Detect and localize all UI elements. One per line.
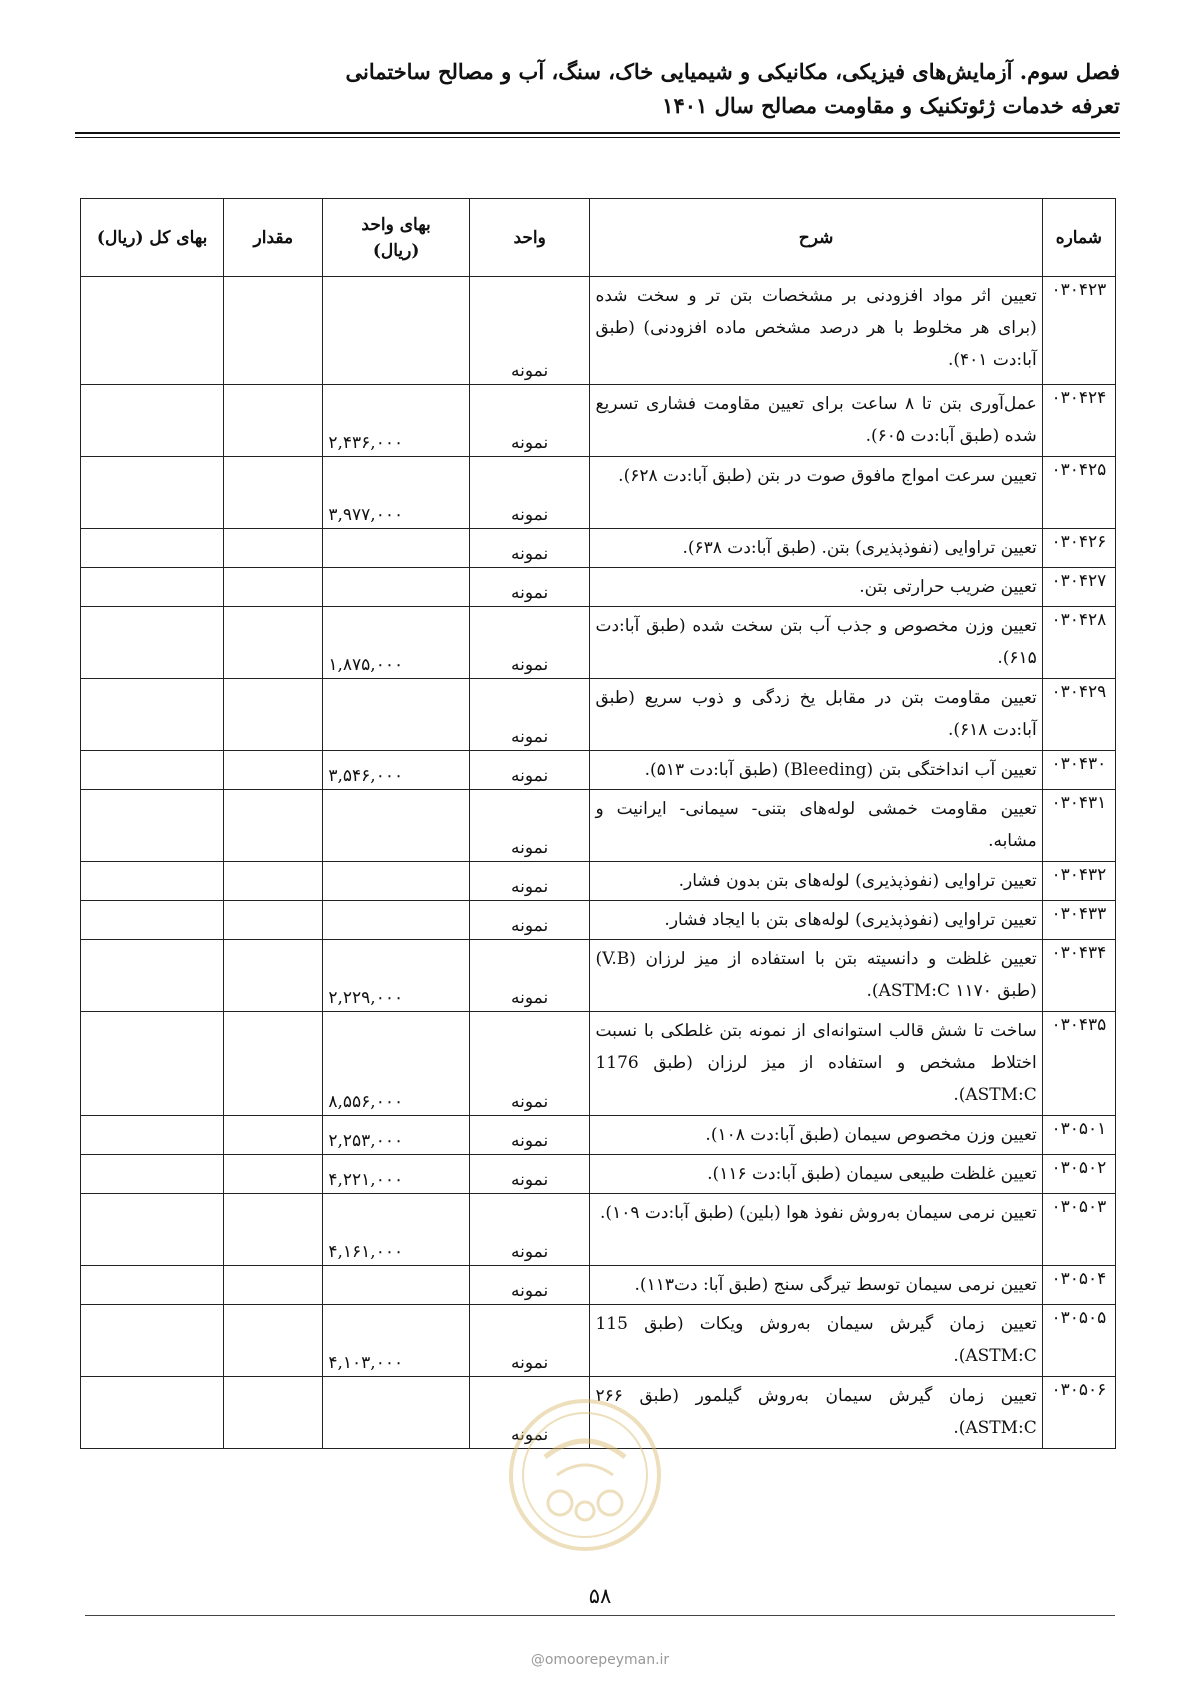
- item-description: تعیین زمان گیرش سیمان به‌روش گیلمور (طبق ۲۶۶ ASTM:C).: [590, 1377, 1042, 1449]
- item-unit: نمونه: [469, 1012, 590, 1116]
- item-unit-price: [323, 790, 469, 862]
- item-quantity: [224, 940, 323, 1012]
- item-unit-price: [323, 862, 469, 901]
- item-code: ۰۳۰۵۰۵: [1042, 1305, 1115, 1377]
- table-row: [81, 1305, 1116, 1377]
- watermark-seal-icon: [505, 1395, 665, 1555]
- item-description: تعیین اثر مواد افزودنی بر مشخصات بتن تر و سخت شده (برای هر مخلوط با هر درصد مشخص ماده افزودنی) (طبق آبا:دت ۴۰۱).: [590, 277, 1042, 385]
- table-row: [81, 862, 1116, 901]
- item-unit: نمونه: [469, 679, 590, 751]
- table-row: [81, 1194, 1116, 1266]
- item-unit: نمونه: [469, 1266, 590, 1305]
- item-quantity: [224, 679, 323, 751]
- item-unit-price: ۴,۲۲۱,۰۰۰: [323, 1155, 469, 1194]
- item-total-price: [81, 1116, 224, 1155]
- item-unit: نمونه: [469, 940, 590, 1012]
- item-unit: نمونه: [469, 457, 590, 529]
- item-description: تعیین غلظت طبیعی سیمان (طبق آبا:دت ۱۱۶).: [590, 1155, 1042, 1194]
- item-unit-price: [323, 1377, 469, 1449]
- item-description: عمل‌آوری بتن تا ۸ ساعت برای تعیین مقاومت فشاری تسریع شده (طبق آبا:دت ۶۰۵).: [590, 385, 1042, 457]
- item-description: تعیین وزن مخصوص سیمان (طبق آبا:دت ۱۰۸).: [590, 1116, 1042, 1155]
- item-total-price: [81, 940, 224, 1012]
- item-code: ۰۳۰۴۲۸: [1042, 607, 1115, 679]
- item-code: ۰۳۰۴۳۳: [1042, 901, 1115, 940]
- item-quantity: [224, 277, 323, 385]
- item-description: تعیین مقاومت بتن در مقابل یخ زدگی و ذوب سریع (طبق آبا:دت ۶۱۸).: [590, 679, 1042, 751]
- item-unit: نمونه: [469, 862, 590, 901]
- item-unit: نمونه: [469, 1377, 590, 1449]
- page-number: ۵۸: [588, 1584, 612, 1608]
- item-total-price: [81, 862, 224, 901]
- table-row: [81, 751, 1116, 790]
- table-row: [81, 607, 1116, 679]
- item-unit-price: ۸,۵۵۶,۰۰۰: [323, 1012, 469, 1116]
- item-total-price: [81, 529, 224, 568]
- item-unit-price: [323, 529, 469, 568]
- item-total-price: [81, 1012, 224, 1116]
- item-unit-price: ۲,۴۳۶,۰۰۰: [323, 385, 469, 457]
- item-total-price: [81, 277, 224, 385]
- item-unit-price: ۴,۱۰۳,۰۰۰: [323, 1305, 469, 1377]
- header-code: شماره: [1042, 199, 1115, 277]
- item-unit: نمونه: [469, 1305, 590, 1377]
- item-unit: نمونه: [469, 790, 590, 862]
- item-quantity: [224, 1012, 323, 1116]
- item-total-price: [81, 457, 224, 529]
- item-description: تعیین نرمی سیمان توسط تیرگی سنج (طبق آبا: دت۱۱۳).: [590, 1266, 1042, 1305]
- item-total-price: [81, 1194, 224, 1266]
- footer-rule: [85, 1615, 1115, 1616]
- header-unit-price-currency: (ریال): [372, 240, 420, 261]
- table-row: [81, 1266, 1116, 1305]
- table-header-row: [81, 199, 1116, 277]
- item-total-price: [81, 607, 224, 679]
- item-description: تعیین نرمی سیمان به‌روش نفوذ هوا (بلین) (طبق آبا:دت ۱۰۹).: [590, 1194, 1042, 1266]
- page-header: [75, 55, 1120, 123]
- item-unit-price: [323, 568, 469, 607]
- table-row: [81, 277, 1116, 385]
- item-quantity: [224, 1266, 323, 1305]
- header-total-price: بهای کل (ریال): [81, 199, 224, 277]
- item-unit-price: [323, 1266, 469, 1305]
- item-unit-price: [323, 901, 469, 940]
- item-quantity: [224, 1377, 323, 1449]
- item-code: ۰۳۰۴۲۵: [1042, 457, 1115, 529]
- item-code: ۰۳۰۴۲۴: [1042, 385, 1115, 457]
- item-description: تعیین وزن مخصوص و جذب آب بتن سخت شده (طبق آبا:دت ۶۱۵).: [590, 607, 1042, 679]
- table-row: [81, 1116, 1116, 1155]
- item-unit-price: ۲,۲۵۳,۰۰۰: [323, 1116, 469, 1155]
- item-code: ۰۳۰۵۰۴: [1042, 1266, 1115, 1305]
- item-description: تعیین تراوایی (نفوذپذیری) لوله‌های بتن بدون فشار.: [590, 862, 1042, 901]
- item-quantity: [224, 568, 323, 607]
- item-description: تعیین تراوایی (نفوذپذیری) لوله‌های بتن با ایجاد فشار.: [590, 901, 1042, 940]
- table-row: [81, 790, 1116, 862]
- item-unit-price: ۱,۸۷۵,۰۰۰: [323, 607, 469, 679]
- item-total-price: [81, 901, 224, 940]
- item-unit: نمونه: [469, 1155, 590, 1194]
- item-code: ۰۳۰۴۳۰: [1042, 751, 1115, 790]
- table-row: [81, 940, 1116, 1012]
- item-total-price: [81, 385, 224, 457]
- item-total-price: [81, 1155, 224, 1194]
- item-quantity: [224, 385, 323, 457]
- item-unit: نمونه: [469, 529, 590, 568]
- table-row: [81, 679, 1116, 751]
- item-unit: نمونه: [469, 1116, 590, 1155]
- item-code: ۰۳۰۵۰۶: [1042, 1377, 1115, 1449]
- item-unit-price: ۳,۹۷۷,۰۰۰: [323, 457, 469, 529]
- header-rule-thin: [75, 137, 1120, 138]
- item-total-price: [81, 751, 224, 790]
- item-unit: نمونه: [469, 385, 590, 457]
- item-quantity: [224, 1305, 323, 1377]
- item-quantity: [224, 529, 323, 568]
- header-unit: واحد: [469, 199, 590, 277]
- tariff-table: [80, 198, 1116, 1449]
- table-row: [81, 1155, 1116, 1194]
- item-quantity: [224, 751, 323, 790]
- item-unit: نمونه: [469, 607, 590, 679]
- item-description: تعیین آب انداختگی بتن (Bleeding) (طبق آبا:دت ۵۱۳).: [590, 751, 1042, 790]
- header-unit-price: [323, 199, 469, 277]
- item-total-price: [81, 568, 224, 607]
- table-row: [81, 568, 1116, 607]
- item-total-price: [81, 1266, 224, 1305]
- item-unit-price: ۲,۲۲۹,۰۰۰: [323, 940, 469, 1012]
- tariff-title: تعرفه خدمات ژئوتکنیک و مقاومت مصالح سال ۱۴۰۱: [662, 93, 1120, 118]
- item-unit: نمونه: [469, 751, 590, 790]
- item-unit: نمونه: [469, 1194, 590, 1266]
- item-code: ۰۳۰۴۳۴: [1042, 940, 1115, 1012]
- item-code: ۰۳۰۴۳۱: [1042, 790, 1115, 862]
- item-code: ۰۳۰۵۰۲: [1042, 1155, 1115, 1194]
- item-description: تعیین سرعت امواج مافوق صوت در بتن (طبق آبا:دت ۶۲۸).: [590, 457, 1042, 529]
- item-unit-price: [323, 277, 469, 385]
- item-description: تعیین زمان گیرش سیمان به‌روش ویکات (طبق 115 ASTM:C).: [590, 1305, 1042, 1377]
- item-quantity: [224, 607, 323, 679]
- table-row: [81, 901, 1116, 940]
- item-quantity: [224, 1116, 323, 1155]
- item-total-price: [81, 1305, 224, 1377]
- header-unit-price-label: بهای واحد: [361, 214, 431, 235]
- item-quantity: [224, 790, 323, 862]
- item-code: ۰۳۰۴۲۶: [1042, 529, 1115, 568]
- item-quantity: [224, 457, 323, 529]
- website-watermark: @omoorepeyman.ir: [530, 1652, 670, 1668]
- item-quantity: [224, 1194, 323, 1266]
- item-unit: نمونه: [469, 901, 590, 940]
- header-description: شرح: [590, 199, 1042, 277]
- item-unit-price: ۴,۱۶۱,۰۰۰: [323, 1194, 469, 1266]
- item-description: تعیین تراوایی (نفوذپذیری) بتن. (طبق آبا:دت ۶۳۸).: [590, 529, 1042, 568]
- item-code: ۰۳۰۴۲۹: [1042, 679, 1115, 751]
- table-row: [81, 1012, 1116, 1116]
- item-code: ۰۳۰۴۳۲: [1042, 862, 1115, 901]
- item-description: ساخت تا شش قالب استوانه‌ای از نمونه بتن غلطکی با نسبت اختلاط مشخص و استفاده از میز لرزان (طبق 1176 ASTM:C).: [590, 1012, 1042, 1116]
- item-total-price: [81, 790, 224, 862]
- item-code: ۰۳۰۵۰۱: [1042, 1116, 1115, 1155]
- item-quantity: [224, 1155, 323, 1194]
- item-code: ۰۳۰۵۰۳: [1042, 1194, 1115, 1266]
- table-row: [81, 385, 1116, 457]
- item-unit: نمونه: [469, 568, 590, 607]
- item-code: ۰۳۰۴۲۳: [1042, 277, 1115, 385]
- table-row: [81, 457, 1116, 529]
- item-quantity: [224, 862, 323, 901]
- item-total-price: [81, 1377, 224, 1449]
- item-unit: نمونه: [469, 277, 590, 385]
- item-description: تعیین غلظت و دانسیته بتن با استفاده از میز لرزان (V.B) (طبق ASTM:C ۱۱۷۰).: [590, 940, 1042, 1012]
- item-description: تعیین ضریب حرارتی بتن.: [590, 568, 1042, 607]
- header-rule-thick: [75, 132, 1120, 134]
- item-unit-price: ۳,۵۴۶,۰۰۰: [323, 751, 469, 790]
- item-code: ۰۳۰۴۳۵: [1042, 1012, 1115, 1116]
- chapter-title: فصل سوم. آزمایش‌های فیزیکی، مکانیکی و شیمیایی خاک، سنگ، آب و مصالح ساختمانی: [345, 59, 1120, 84]
- header-quantity: مقدار: [224, 199, 323, 277]
- item-quantity: [224, 901, 323, 940]
- item-code: ۰۳۰۴۲۷: [1042, 568, 1115, 607]
- item-unit-price: [323, 679, 469, 751]
- table-row: [81, 529, 1116, 568]
- item-description: تعیین مقاومت خمشی لوله‌های بتنی- سیمانی- ایرانیت و مشابه.: [590, 790, 1042, 862]
- item-total-price: [81, 679, 224, 751]
